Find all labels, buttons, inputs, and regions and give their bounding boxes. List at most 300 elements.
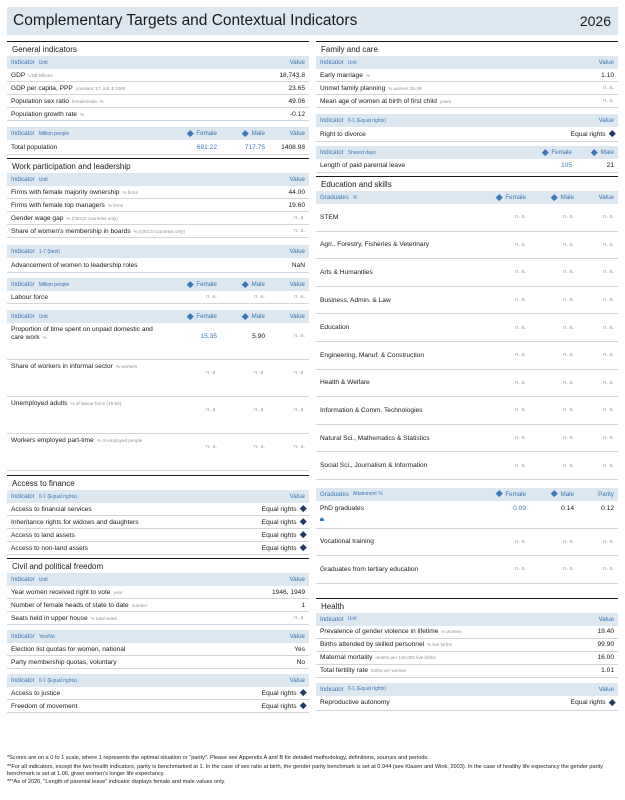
row-label-text: GDP: [11, 71, 26, 79]
row-female: n. a.: [515, 407, 526, 414]
row-unit: deaths per 100,000 live births: [375, 655, 436, 661]
row-value-text: n. a.: [294, 615, 305, 621]
row-unit: %: [365, 72, 370, 78]
row-value-text: 23.65: [288, 84, 305, 92]
diamond-icon: [320, 517, 324, 521]
page-year: 2026: [579, 13, 611, 29]
row-value: [574, 85, 614, 91]
row-unit: % (OECD countries only): [66, 215, 118, 221]
table-row: [7, 700, 309, 713]
row-unit: number: [131, 602, 148, 608]
diamond-icon: [609, 699, 615, 705]
row-female: n. a.: [515, 379, 526, 386]
row-label: [11, 589, 255, 596]
row-value: n. a.: [603, 379, 614, 386]
row-label: [11, 690, 225, 697]
row-label: [320, 214, 468, 221]
row-label-text: Share of workers in informal sector: [11, 363, 113, 370]
table-row-total-population: Total population 691.22 717.75 1408.98: [7, 140, 309, 155]
table-row: [7, 199, 309, 212]
row-label: [320, 241, 468, 248]
table-row: [316, 204, 618, 232]
row-unit: % women: [441, 629, 462, 635]
subheader-health-autonomy: Indicator 0-1 (Equal rights) Value: [316, 683, 618, 696]
right-column: [316, 41, 618, 711]
subheader-work: Indicator Unit Value: [7, 173, 309, 186]
section-head-finance: Access to finance: [7, 475, 309, 488]
row-label: [320, 641, 574, 648]
row-unit: US$ billions: [28, 72, 53, 78]
row-value: n. a.: [603, 269, 614, 276]
row-value: [265, 646, 305, 653]
table-row-labour-force: Labour force n. a. n. a. n. a.: [7, 291, 309, 304]
table-row: [316, 287, 618, 315]
table-row: [316, 501, 618, 529]
row-label: [320, 324, 468, 331]
row-value: 0.12: [601, 504, 614, 512]
section-head-family: Family and care: [316, 41, 618, 54]
row-label: [320, 628, 574, 635]
row-label: [320, 462, 468, 469]
table-row: [316, 314, 618, 342]
row-value: [574, 641, 614, 648]
section-head-civil: Civil and political freedom: [7, 558, 309, 571]
row-value-text: 19.60: [288, 201, 305, 209]
row-label: [320, 667, 574, 674]
row-label-text: Inheritance rights for widows and daughters: [11, 518, 139, 526]
row-value: n. a.: [603, 241, 614, 248]
table-row: [7, 643, 309, 656]
section-head-general: General indicators: [7, 41, 309, 54]
row-value: [265, 202, 305, 209]
row-label-text: Election list quotas for women, national: [11, 645, 126, 653]
table-row: [7, 323, 309, 360]
row-value-text: 18,743.8: [279, 71, 305, 79]
row-label: [320, 98, 574, 105]
row-value: n. a.: [294, 407, 305, 413]
row-value: [265, 72, 305, 79]
row-unit: % women 15-49: [388, 85, 422, 91]
subheader-education: Graduates % Female Male Value: [316, 191, 618, 204]
row-label-text: Engineering, Manuf. & Construction: [320, 351, 425, 359]
row-unit: %: [42, 335, 47, 340]
row-value: [255, 589, 305, 596]
row-value: n. a.: [603, 566, 614, 573]
diamond-icon: [300, 531, 306, 537]
row-value: [574, 72, 614, 79]
row-label: [320, 352, 468, 359]
row-label-text: STEM: [320, 213, 339, 221]
row-female: n. a.: [206, 444, 217, 450]
row-label: [11, 363, 159, 371]
row-value: [265, 98, 305, 105]
row-label-text: Arts & Humanities: [320, 268, 373, 276]
table-row: [316, 397, 618, 425]
table-row: [316, 639, 618, 652]
row-label-text: Access to land assets: [11, 531, 75, 539]
footnote: *Scores are on a 0 to 1 scale, where 1 represents the optimal situation or "parity". Please see Appendix A and B for detailed methodology, definitions, sources and periods.: [7, 755, 429, 761]
table-row: [316, 259, 618, 287]
table-row: [316, 665, 618, 678]
section-head-health: Health: [316, 598, 618, 611]
row-label: [11, 400, 159, 408]
row-value-text: 1.01: [601, 667, 614, 675]
row-label-text: Prevalence of gender violence in lifetime: [320, 628, 439, 636]
row-label-text: Maternal mortality: [320, 654, 373, 662]
row-male: 0.14: [561, 504, 574, 512]
table-row-advancement: Advancement of women to leadership roles NaN: [7, 258, 309, 273]
table-row-reproductive-autonomy: Reproductive autonomy Equal rights: [316, 696, 618, 711]
row-value: [574, 628, 614, 635]
footnote: ***As of 2026, "Length of parental leave" indicator displays female and male values only.: [7, 779, 226, 786]
row-value: n. a.: [294, 444, 305, 450]
row-unit: % of labour force (15-64): [70, 401, 122, 406]
row-male: n. a.: [563, 435, 574, 442]
row-label: [11, 215, 265, 222]
row-label: [320, 654, 574, 661]
row-label-text: Number of female heads of state to date: [11, 601, 129, 609]
row-female: n. a.: [515, 462, 526, 469]
table-row: [7, 434, 309, 471]
row-female: n. a.: [515, 538, 526, 545]
row-label: [11, 202, 265, 209]
row-male: n. a.: [563, 241, 574, 248]
row-label-text: Health & Welfare: [320, 379, 370, 387]
row-label-text: Gender wage gap: [11, 214, 64, 222]
row-label-text: GDP per capita, PPP: [11, 84, 73, 92]
row-value-text: No: [296, 658, 305, 666]
row-female: 15.35: [200, 333, 217, 340]
subheader-labour: Indicator Million people Female Male Value: [7, 278, 309, 291]
row-label: [11, 506, 225, 513]
row-unit: % (OECD countries only): [133, 228, 185, 234]
row-value: n. a.: [603, 407, 614, 414]
row-value: [225, 703, 305, 710]
row-label-text: Proportion of time spent on unpaid domestic and care work: [11, 326, 153, 341]
row-label-text: Early marriage: [320, 71, 363, 79]
row-label-text: Firms with female majority ownership: [11, 188, 120, 196]
table-row: [316, 370, 618, 398]
table-row: [7, 360, 309, 397]
row-value: n. a.: [603, 297, 614, 304]
row-female: 0.09: [513, 504, 526, 512]
table-row: [316, 652, 618, 665]
row-label: [320, 85, 574, 92]
row-value-text: n. a.: [603, 85, 614, 91]
row-value: n. a.: [603, 214, 614, 221]
table-row: [316, 556, 618, 584]
row-unit: year: [113, 589, 123, 595]
row-label: [320, 435, 468, 442]
subheader-family-divorce: Indicator 0-1 (Equal rights) Value: [316, 114, 618, 127]
table-row: [7, 612, 309, 625]
diamond-icon: [300, 702, 306, 708]
row-unit: births per woman: [371, 668, 407, 674]
row-male: n. a.: [254, 444, 265, 450]
row-value: [255, 615, 305, 621]
row-label-text: Business, Admin. & Law: [320, 296, 391, 304]
footnote: **For all indicators, except the two health indicators, parity is benchmarked at 1. In the case of sex ratio at birth, the gender parity benchmark is set at 0.944 (see Klasen and Wink, 2003). In the case of healthy life expectancy the gender parity benchmark is set at 1.06, given women's longer life expectancy.: [7, 763, 604, 777]
row-value: [265, 659, 305, 666]
diamond-icon: [300, 518, 306, 524]
section-head-education: Education and skills: [316, 176, 618, 189]
row-male: n. a.: [563, 324, 574, 331]
table-row-parental-leave: Length of paid parental leave 105 21: [316, 159, 618, 173]
row-value: [574, 654, 614, 661]
table-row: [7, 186, 309, 199]
row-label-text: PhD graduates: [320, 504, 364, 512]
row-label-text: Unemployed adults: [11, 400, 68, 407]
row-label-text: Population sex ratio: [11, 97, 69, 105]
row-value-text: 19.40: [597, 628, 614, 636]
row-label: [11, 72, 265, 79]
row-label-text: Access to financial services: [11, 505, 92, 513]
row-label: [11, 646, 265, 653]
diamond-icon: [300, 544, 306, 550]
row-value-text: Equal rights: [261, 518, 297, 526]
row-value-text: 49.06: [288, 97, 305, 105]
row-value: n. a.: [294, 370, 305, 376]
row-male: n. a.: [563, 214, 574, 221]
row-value: [574, 98, 614, 104]
row-value: n. a.: [294, 333, 305, 339]
row-female: n. a.: [206, 370, 217, 376]
diamond-icon: [300, 505, 306, 511]
row-label-text: Mean age of women at birth of first child: [320, 97, 437, 105]
table-row: [316, 95, 618, 108]
row-label: [320, 505, 468, 522]
row-value: [255, 602, 305, 609]
row-label-text: Freedom of movement: [11, 702, 78, 710]
row-value-text: n. a.: [603, 98, 614, 104]
row-unit: % firms: [122, 189, 138, 195]
row-male: n. a.: [563, 407, 574, 414]
row-female: n. a.: [515, 241, 526, 248]
row-label-text: Information & Comm. Technologies: [320, 406, 423, 414]
row-value-text: Equal rights: [261, 689, 297, 697]
table-row-right-to-divorce: Right to divorce Equal rights: [316, 127, 618, 142]
table-row: [7, 542, 309, 555]
row-female: n. a.: [515, 324, 526, 331]
row-label-text: Vocational training: [320, 538, 374, 546]
row-label: [11, 532, 225, 539]
subheader-civil-quotas: Indicator Yes/No Value: [7, 630, 309, 643]
row-label-text: Education: [320, 324, 350, 332]
row-label: [11, 228, 265, 235]
table-row: [7, 656, 309, 669]
table-row: [316, 82, 618, 95]
row-label: [11, 189, 265, 196]
subheader-civil-rights: Indicator 0-1 (Equal rights) Value: [7, 674, 309, 687]
subheader-health: Indicator Unit Value: [316, 613, 618, 626]
row-label-text: Firms with female top managers: [11, 201, 105, 209]
table-row: [7, 225, 309, 238]
row-label-text: Year women received right to vote: [11, 588, 111, 596]
row-unit: % of employed people: [96, 438, 143, 443]
row-value-text: 99.90: [597, 641, 614, 649]
diamond-icon: [609, 130, 615, 136]
row-value: [225, 690, 305, 697]
row-label-text: Access to justice: [11, 689, 61, 697]
row-unit: constant '17, intl. $ 1000: [75, 85, 126, 91]
row-label: [320, 72, 574, 79]
row-value-text: 1: [301, 601, 305, 609]
table-row: [316, 425, 618, 453]
row-male: 5.90: [252, 333, 265, 340]
subheader-population: Indicator Million people Female Male Value: [7, 127, 309, 140]
row-value: [265, 189, 305, 196]
row-value: n. a.: [603, 538, 614, 545]
table-row: [316, 342, 618, 370]
table-row: [7, 687, 309, 700]
row-label-text: Party membership quotas, voluntary: [11, 658, 117, 666]
row-female: n. a.: [206, 407, 217, 413]
table-row: [316, 529, 618, 557]
row-value-text: Yes: [294, 645, 305, 653]
row-female: n. a.: [515, 435, 526, 442]
row-value-text: Equal rights: [261, 544, 297, 552]
row-unit: % total seats: [90, 615, 117, 621]
row-label: [320, 269, 468, 276]
row-label-text: Seats held in upper house: [11, 614, 88, 622]
row-female: n. a.: [515, 214, 526, 221]
row-label-text: Natural Sci., Mathematics & Statistics: [320, 434, 430, 442]
row-value-text: 1946, 1949: [271, 588, 305, 596]
row-label: [11, 659, 265, 666]
table-row: [7, 108, 309, 121]
row-label: [320, 379, 468, 386]
row-unit: % firms: [107, 202, 124, 208]
row-male: n. a.: [563, 379, 574, 386]
table-row: [7, 503, 309, 516]
row-male: n. a.: [563, 566, 574, 573]
row-label-text: Total fertility rate: [320, 667, 369, 675]
row-label: [320, 566, 468, 573]
row-label: [11, 111, 265, 118]
row-male: n. a.: [563, 462, 574, 469]
row-value-text: 16.00: [597, 654, 614, 662]
row-value: n. a.: [603, 324, 614, 331]
subheader-family: Indicator Unit Value: [316, 56, 618, 69]
table-row: [7, 529, 309, 542]
subheader-finance: Indicator 0-1 (Equal rights) Value: [7, 490, 309, 503]
row-male: n. a.: [563, 297, 574, 304]
subheader-graduates: Graduates Attainment % Female Male Parity: [316, 488, 618, 501]
row-label-text: Access to non-land assets: [11, 544, 88, 552]
row-label: [11, 703, 225, 710]
row-value-text: -0.12: [289, 110, 305, 118]
row-value: [225, 545, 305, 552]
table-row: [7, 82, 309, 95]
table-row: [316, 626, 618, 639]
row-female: n. a.: [515, 297, 526, 304]
row-label-text: Unmet family planning: [320, 84, 386, 92]
row-value: n. a.: [603, 435, 614, 442]
row-value: [574, 667, 614, 674]
diamond-icon: [300, 689, 306, 695]
page-title: Complementary Targets and Contextual Indicators: [13, 12, 358, 29]
row-value: [265, 85, 305, 92]
row-label: [320, 407, 468, 414]
row-value-text: n. a.: [294, 215, 305, 221]
row-label: [11, 98, 265, 105]
row-male: n. a.: [563, 269, 574, 276]
subheader-civil: Indicator Unit Value: [7, 573, 309, 586]
row-label-text: Graduates from tertiary education: [320, 565, 419, 573]
row-label: [11, 85, 265, 92]
row-unit: years: [439, 98, 452, 104]
row-male: n. a.: [563, 352, 574, 359]
table-row: [7, 516, 309, 529]
row-female: n. a.: [515, 566, 526, 573]
title-bar: [7, 7, 618, 35]
row-value: n. a.: [603, 462, 614, 469]
row-male: n. a.: [254, 370, 265, 376]
row-label-text: Agri., Forestry, Fisheries & Veterinary: [320, 241, 430, 249]
row-label: [11, 519, 225, 526]
row-female: n. a.: [515, 269, 526, 276]
table-row: [7, 95, 309, 108]
row-value: [225, 506, 305, 513]
row-value: n. a.: [603, 352, 614, 359]
row-label-text: Population growth rate: [11, 110, 77, 118]
row-value-text: 1.10: [601, 71, 614, 79]
row-value-text: 44.00: [288, 188, 305, 196]
table-row: [316, 452, 618, 480]
footnotes: [7, 755, 618, 788]
row-value: [265, 228, 305, 234]
row-label: [11, 326, 159, 342]
row-value-text: Equal rights: [261, 531, 297, 539]
row-label: [11, 437, 159, 445]
row-unit: % workers: [115, 364, 138, 369]
row-value: [265, 111, 305, 118]
table-row: [316, 232, 618, 260]
table-row: [7, 69, 309, 82]
row-unit: female/male, %: [71, 98, 104, 104]
row-value-text: n. a.: [294, 228, 305, 234]
row-label-text: Share of women's membership in boards: [11, 227, 131, 235]
row-unit: % live births: [427, 642, 452, 648]
row-value-text: Equal rights: [261, 505, 297, 513]
row-label: [11, 615, 255, 622]
row-value: [225, 519, 305, 526]
table-row: [7, 599, 309, 612]
row-label-text: Births attended by skilled personnel: [320, 641, 425, 649]
subheader-work-gender: Indicator Unit Female Male Value: [7, 310, 309, 323]
row-label: [11, 545, 225, 552]
row-male: n. a.: [254, 407, 265, 413]
row-value: [265, 215, 305, 221]
subheader-family-leave: Indicator Shared days Female Male: [316, 146, 618, 159]
row-label: [11, 602, 255, 609]
row-female: n. a.: [515, 352, 526, 359]
row-label-text: Workers employed part-time: [11, 437, 94, 444]
table-row: [7, 212, 309, 225]
table-row: [7, 586, 309, 599]
subheader-general: Indicator Unit Value: [7, 56, 309, 69]
row-unit: %: [79, 111, 85, 117]
row-male: n. a.: [563, 538, 574, 545]
left-column: [7, 41, 309, 713]
table-row: [7, 397, 309, 434]
row-label: [320, 297, 468, 304]
row-value-text: Equal rights: [261, 702, 297, 710]
subheader-work-leadership: Indicator 1-7 (best) Value: [7, 245, 309, 258]
table-row: [316, 69, 618, 82]
section-head-work: Work participation and leadership: [7, 158, 309, 171]
row-label-text: Social Sci., Journalism & Information: [320, 462, 428, 470]
